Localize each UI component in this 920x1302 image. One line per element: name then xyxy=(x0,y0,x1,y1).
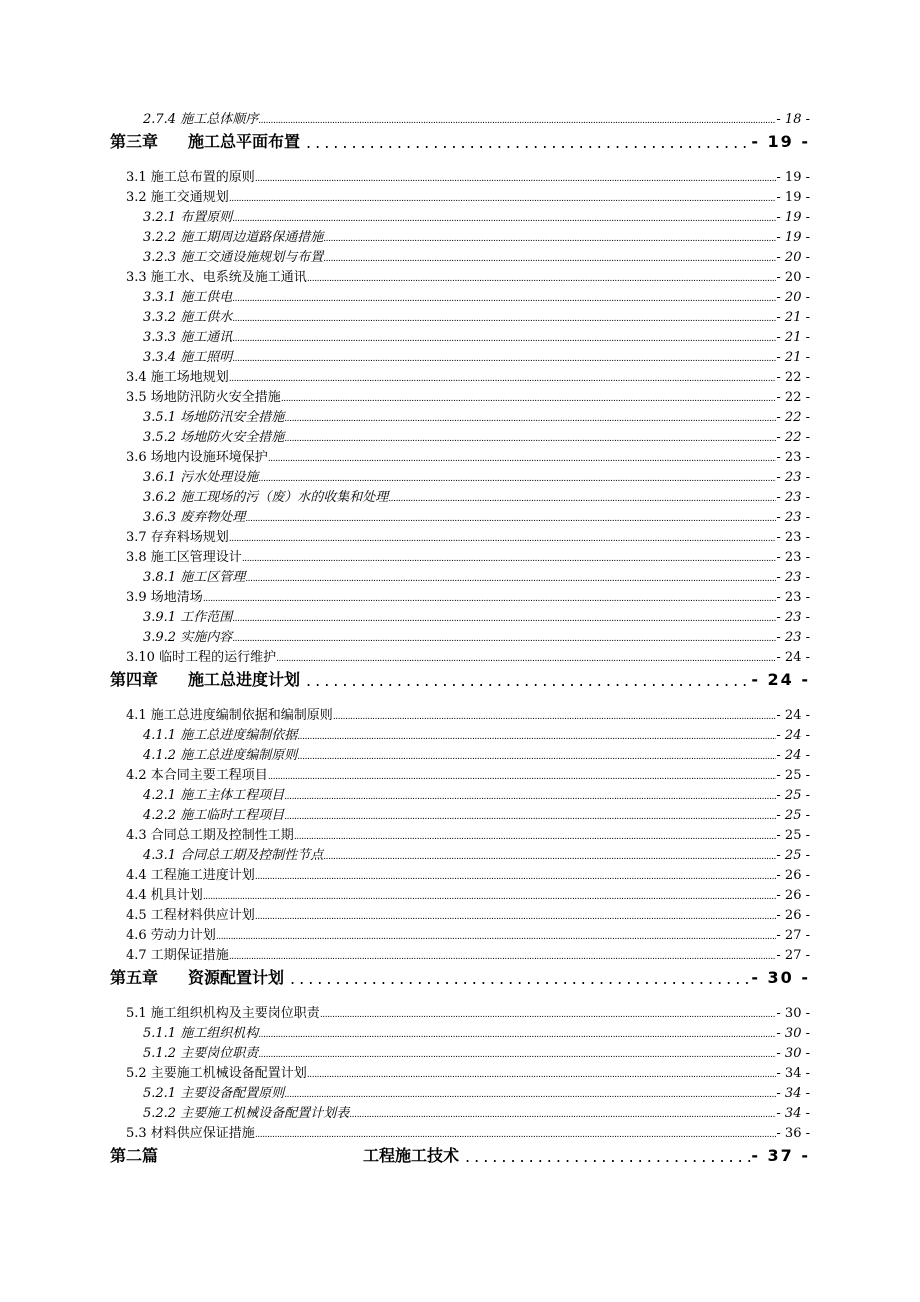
toc-entry-title: 4.1.2 施工总进度编制原则 xyxy=(143,748,298,763)
toc-subsection-entry[interactable] xyxy=(143,328,810,348)
toc-entry-title: 4.1.1 施工总进度编制依据 xyxy=(143,728,298,743)
toc-page-number: - 23 - xyxy=(776,470,810,485)
dot-leader xyxy=(320,1007,777,1024)
toc-subsection-entry[interactable] xyxy=(143,468,810,488)
dot-leader xyxy=(284,1087,776,1104)
toc-page-number: - 23 - xyxy=(776,630,810,645)
dot-leader xyxy=(232,631,776,648)
toc-entry-title: 3.8 施工区管理设计 xyxy=(126,550,242,565)
toc-entry-title: 4.7 工期保证措施 xyxy=(126,948,229,963)
toc-page-number: - 25 - xyxy=(776,768,810,783)
dot-leader xyxy=(232,331,776,348)
dot-leader xyxy=(300,670,751,692)
toc-entry-title: 4.2 本合同主要工程项目 xyxy=(126,768,268,783)
toc-subsection-entry[interactable] xyxy=(143,1104,810,1124)
dot-leader xyxy=(323,849,776,866)
toc-entry-title: 3.6.3 废弃物处理 xyxy=(143,510,246,525)
toc-page-number: - 37 - xyxy=(751,1146,810,1165)
toc-subsection-entry[interactable] xyxy=(143,228,810,248)
toc-subsection-entry[interactable] xyxy=(143,1084,810,1104)
dot-leader xyxy=(297,749,776,766)
toc-page-number: - 20 - xyxy=(776,290,810,305)
dot-leader xyxy=(255,909,777,926)
toc-page-number: - 22 - xyxy=(776,410,810,425)
toc-section-entry[interactable] xyxy=(126,1004,810,1024)
toc-section-entry[interactable] xyxy=(126,548,810,568)
toc-subsection-entry[interactable] xyxy=(143,288,810,308)
toc-page-number: - 34 - xyxy=(776,1106,810,1121)
dot-leader xyxy=(284,411,776,428)
toc-page-number: - 20 - xyxy=(776,270,810,285)
toc-section-entry[interactable] xyxy=(126,906,810,926)
toc-entry-title: 5.2.2 主要施工机械设备配置计划表 xyxy=(143,1106,350,1121)
toc-entry-title: 3.3.4 施工照明 xyxy=(143,350,233,365)
dot-leader xyxy=(255,1127,777,1144)
dot-leader xyxy=(203,889,777,906)
toc-entry-title: 4.5 工程材料供应计划 xyxy=(126,908,255,923)
dot-leader xyxy=(323,251,776,268)
toc-section-entry[interactable] xyxy=(126,648,810,668)
toc-entry-title: 3.9 场地清场 xyxy=(126,590,203,605)
toc-section-entry[interactable] xyxy=(126,1124,810,1144)
toc-entry-title: 3.7 存弃料场规划 xyxy=(126,530,229,545)
toc-page-number: - 23 - xyxy=(776,590,810,605)
toc-entry-title: 资源配置计划 xyxy=(188,968,285,987)
toc-entry-title: 5.1.2 主要岗位职责 xyxy=(143,1046,259,1061)
toc-section-entry[interactable] xyxy=(126,926,810,946)
toc-chapter-entry[interactable] xyxy=(110,966,810,990)
toc-page-number: - 25 - xyxy=(776,788,810,803)
toc-entry-title: 5.1 施工组织机构及主要岗位职责 xyxy=(126,1006,320,1021)
toc-page-number: - 25 - xyxy=(776,828,810,843)
toc-part-number: 第二篇 xyxy=(110,1146,159,1165)
dot-leader xyxy=(297,729,776,746)
dot-leader xyxy=(258,113,776,130)
toc-page-number: - 19 - xyxy=(751,132,810,151)
toc-subsection-entry[interactable] xyxy=(143,508,810,528)
toc-entry-title: 3.3.2 施工供水 xyxy=(143,310,233,325)
dot-leader xyxy=(388,491,776,508)
toc-page-number: - 18 - xyxy=(776,112,810,127)
toc-page-number: - 26 - xyxy=(776,868,810,883)
toc-page-number: - 23 - xyxy=(776,510,810,525)
dot-leader xyxy=(232,351,776,368)
dot-leader xyxy=(307,1067,777,1084)
toc-section-entry[interactable] xyxy=(126,946,810,966)
dot-leader xyxy=(284,789,776,806)
toc-section-entry[interactable] xyxy=(126,886,810,906)
dot-leader xyxy=(229,191,777,208)
dot-leader xyxy=(232,311,776,328)
toc-entry-title: 施工总进度计划 xyxy=(188,670,301,689)
dot-leader xyxy=(258,1047,776,1064)
toc-subsection-entry[interactable] xyxy=(143,408,810,428)
toc-page-number: - 36 - xyxy=(776,1126,810,1141)
dot-leader xyxy=(276,651,776,668)
toc-entry-title: 工程施工技术 xyxy=(363,1146,460,1165)
toc-subsection-entry[interactable] xyxy=(143,110,810,130)
toc-chapter-entry[interactable] xyxy=(110,130,810,154)
toc-entry-title: 3.8.1 施工区管理 xyxy=(143,570,246,585)
dot-leader xyxy=(284,968,751,990)
dot-leader xyxy=(281,391,777,408)
toc-page-number: - 23 - xyxy=(776,570,810,585)
dot-leader xyxy=(245,511,776,528)
dot-leader xyxy=(323,231,776,248)
dot-leader xyxy=(216,929,777,946)
toc-entry-title: 4.3.1 合同总工期及控制性节点 xyxy=(143,848,324,863)
toc-page-number: - 19 - xyxy=(776,190,810,205)
toc-entry-title: 4.2.2 施工临时工程项目 xyxy=(143,808,285,823)
toc-entry-title: 施工总平面布置 xyxy=(188,132,301,151)
toc-page-number: - 23 - xyxy=(776,450,810,465)
dot-leader xyxy=(333,709,777,726)
toc-subsection-entry[interactable] xyxy=(143,1044,810,1064)
dot-leader xyxy=(268,769,777,786)
toc-subsection-entry[interactable] xyxy=(143,308,810,328)
toc-entry-title: 3.3.3 施工通讯 xyxy=(143,330,233,345)
dot-leader xyxy=(294,829,777,846)
toc-entry-title: 4.6 劳动力计划 xyxy=(126,928,216,943)
dot-leader xyxy=(459,1146,751,1168)
toc-entry-title: 3.6.2 施工现场的污（废）水的收集和处理 xyxy=(143,490,389,505)
toc-section-entry[interactable] xyxy=(126,766,810,786)
dot-leader xyxy=(255,171,777,188)
dot-leader xyxy=(258,1027,776,1044)
toc-entry-title: 3.9.1 工作范围 xyxy=(143,610,233,625)
toc-entry-title: 3.5.2 场地防火安全措施 xyxy=(143,430,285,445)
toc-subsection-entry[interactable] xyxy=(143,726,810,746)
toc-page-number: - 24 - xyxy=(776,748,810,763)
toc-page-number: - 23 - xyxy=(776,550,810,565)
toc-page-number: - 23 - xyxy=(776,530,810,545)
toc-entry-title: 4.2.1 施工主体工程项目 xyxy=(143,788,285,803)
toc-page-number: - 23 - xyxy=(776,610,810,625)
dot-leader xyxy=(284,431,776,448)
toc-subsection-entry[interactable] xyxy=(143,746,810,766)
toc-section-entry[interactable] xyxy=(126,826,810,846)
toc-entry-title: 3.6 场地内设施环境保护 xyxy=(126,450,268,465)
toc-page-number: - 27 - xyxy=(776,928,810,943)
toc-page-number: - 25 - xyxy=(776,808,810,823)
toc-subsection-entry[interactable] xyxy=(143,568,810,588)
toc-subsection-entry[interactable] xyxy=(143,488,810,508)
dot-leader xyxy=(284,809,776,826)
toc-page-number: - 30 - xyxy=(776,1006,810,1021)
toc-chapter-entry[interactable] xyxy=(110,668,810,692)
toc-subsection-entry[interactable] xyxy=(143,208,810,228)
toc-chapter-number: 第四章 xyxy=(110,670,159,689)
dot-leader xyxy=(203,591,777,608)
toc-subsection-entry[interactable] xyxy=(143,1024,810,1044)
toc-entry-title: 3.2.2 施工期周边道路保通措施 xyxy=(143,230,324,245)
toc-entry-title: 5.2.1 主要设备配置原则 xyxy=(143,1086,285,1101)
dot-leader xyxy=(300,132,751,154)
toc-page-number: - 30 - xyxy=(776,1026,810,1041)
toc-page-number: - 30 - xyxy=(776,1046,810,1061)
toc-page-number: - 24 - xyxy=(751,670,810,689)
toc-section-entry[interactable] xyxy=(126,866,810,886)
toc-page-number: - 21 - xyxy=(776,350,810,365)
dot-leader xyxy=(245,571,776,588)
toc-section-entry[interactable] xyxy=(126,168,810,188)
toc-page-number: - 26 - xyxy=(776,888,810,903)
toc-entry-title: 3.2.3 施工交通设施规划与布置 xyxy=(143,250,324,265)
toc-entry-title: 4.4 工程施工进度计划 xyxy=(126,868,255,883)
toc-entry-title: 5.2 主要施工机械设备配置计划 xyxy=(126,1066,307,1081)
toc-page-number: - 19 - xyxy=(776,210,810,225)
toc-entry-title: 3.1 施工总布置的原则 xyxy=(126,170,255,185)
toc-page-number: - 19 - xyxy=(776,170,810,185)
dot-leader xyxy=(229,949,777,966)
dot-leader xyxy=(307,271,777,288)
toc-chapter-number: 第五章 xyxy=(110,968,159,987)
dot-leader xyxy=(232,291,776,308)
toc-page-number: - 22 - xyxy=(776,430,810,445)
toc-entry-title: 3.3.1 施工供电 xyxy=(143,290,233,305)
toc-subsection-entry[interactable] xyxy=(143,786,810,806)
dot-leader xyxy=(268,451,777,468)
toc-page-number: - 21 - xyxy=(776,310,810,325)
toc-subsection-entry[interactable] xyxy=(143,348,810,368)
toc-page-number: - 21 - xyxy=(776,330,810,345)
dot-leader xyxy=(232,611,776,628)
toc-entry-title: 3.5 场地防汛防火安全措施 xyxy=(126,390,281,405)
toc-section-entry[interactable] xyxy=(126,706,810,726)
toc-entry-title: 3.9.2 实施内容 xyxy=(143,630,233,645)
toc-entry-title: 4.4 机具计划 xyxy=(126,888,203,903)
toc-entry-title: 3.4 施工场地规划 xyxy=(126,370,229,385)
toc-page-number: - 30 - xyxy=(751,968,810,987)
toc-page-number: - 23 - xyxy=(776,490,810,505)
toc-page-number: - 24 - xyxy=(776,728,810,743)
toc-entry-title: 5.3 材料供应保证措施 xyxy=(126,1126,255,1141)
dot-leader xyxy=(349,1107,776,1124)
toc-entry-title: 3.3 施工水、电系统及施工通讯 xyxy=(126,270,307,285)
toc-subsection-entry[interactable] xyxy=(143,428,810,448)
toc-chapter-number: 第三章 xyxy=(110,132,159,151)
toc-page-number: - 27 - xyxy=(776,948,810,963)
toc-subsection-entry[interactable] xyxy=(143,628,810,648)
toc-subsection-entry[interactable] xyxy=(143,608,810,628)
toc-entry-title: 4.1 施工总进度编制依据和编制原则 xyxy=(126,708,333,723)
toc-section-entry[interactable] xyxy=(126,268,810,288)
toc-section-entry[interactable] xyxy=(126,1064,810,1084)
toc-page-number: - 25 - xyxy=(776,848,810,863)
dot-leader xyxy=(242,551,777,568)
toc-entry-title: 4.3 合同总工期及控制性工期 xyxy=(126,828,294,843)
dot-leader xyxy=(255,869,777,886)
toc-page-number: - 22 - xyxy=(776,370,810,385)
toc-entry-title: 2.7.4 施工总体顺序 xyxy=(143,112,259,127)
toc-entry-title: 5.1.1 施工组织机构 xyxy=(143,1026,259,1041)
dot-leader xyxy=(229,531,777,548)
toc-page-number: - 20 - xyxy=(776,250,810,265)
toc-subsection-entry[interactable] xyxy=(143,806,810,826)
toc-page-number: - 19 - xyxy=(776,230,810,245)
toc-section-entry[interactable] xyxy=(126,368,810,388)
toc-page-number: - 24 - xyxy=(776,650,810,665)
toc-page-number: - 34 - xyxy=(776,1066,810,1081)
toc-section-entry[interactable] xyxy=(126,528,810,548)
toc-section-entry[interactable] xyxy=(126,448,810,468)
toc-page-number: - 26 - xyxy=(776,908,810,923)
toc-section-entry[interactable] xyxy=(126,388,810,408)
toc-section-entry[interactable] xyxy=(126,588,810,608)
toc-page-number: - 22 - xyxy=(776,390,810,405)
dot-leader xyxy=(258,471,776,488)
toc-subsection-entry[interactable] xyxy=(143,248,810,268)
dot-leader xyxy=(232,211,776,228)
dot-leader xyxy=(229,371,777,388)
toc-page-number: - 34 - xyxy=(776,1086,810,1101)
toc-section-entry[interactable] xyxy=(126,188,810,208)
toc-entry-title: 3.5.1 场地防汛安全措施 xyxy=(143,410,285,425)
toc-entry-title: 3.6.1 污水处理设施 xyxy=(143,470,259,485)
toc-entry-title: 3.2.1 布置原则 xyxy=(143,210,233,225)
toc-entry-title: 3.10 临时工程的运行维护 xyxy=(126,650,277,665)
toc-page-number: - 24 - xyxy=(776,708,810,723)
toc-subsection-entry[interactable] xyxy=(143,846,810,866)
toc-part-entry[interactable] xyxy=(110,1144,810,1168)
toc-entry-title: 3.2 施工交通规划 xyxy=(126,190,229,205)
